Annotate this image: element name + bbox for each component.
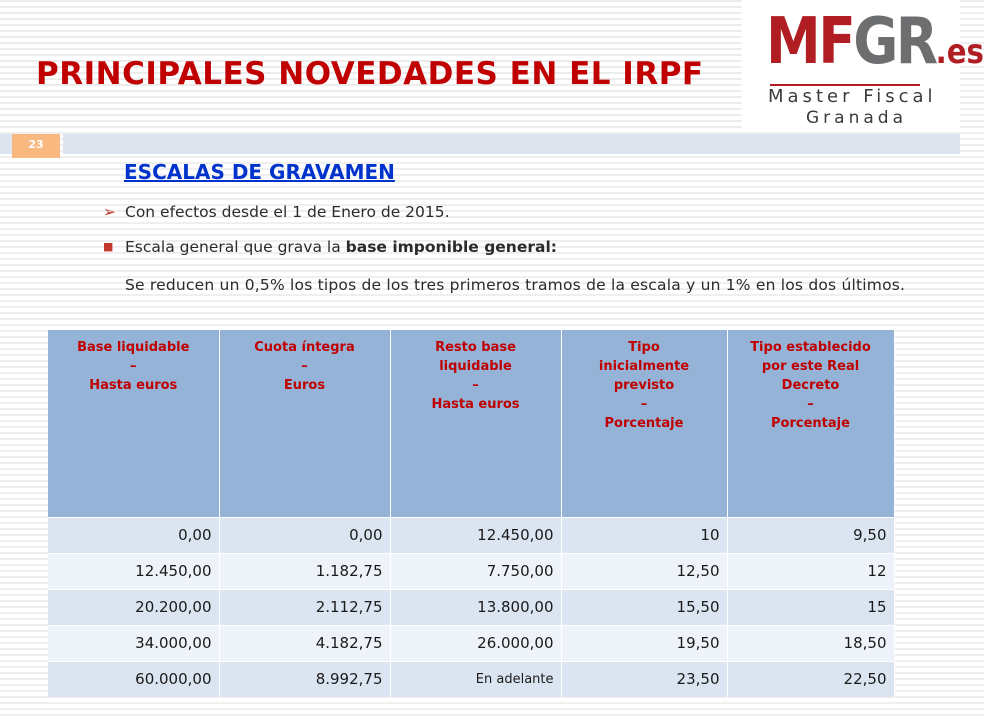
- logo-mark-grey: GR: [853, 5, 936, 79]
- page-title: PRINCIPALES NOVEDADES EN EL IRPF: [36, 56, 704, 92]
- square-bullet-icon: ■: [103, 240, 114, 253]
- table-cell: 4.182,75: [219, 625, 390, 661]
- column-header: Base liquidable – Hasta euros: [48, 330, 219, 517]
- table-cell: 12.450,00: [48, 553, 219, 589]
- table-cell: 8.992,75: [219, 661, 390, 697]
- slide-number-badge: 23: [12, 134, 60, 158]
- column-header: Resto base liquidable – Hasta euros: [390, 330, 561, 517]
- table-cell: 22,50: [727, 661, 894, 697]
- table-cell: 60.000,00: [48, 661, 219, 697]
- table-cell: 12,50: [561, 553, 727, 589]
- bullet-item-2: [103, 238, 557, 256]
- table-cell: 23,50: [561, 661, 727, 697]
- logo-mark: [766, 5, 984, 79]
- arrow-bullet-icon: ➢: [103, 203, 116, 221]
- table-row: [48, 517, 894, 553]
- description-paragraph: Se reducen un 0,5% los tipos de los tres primeros tramos de la escala y un 1% en los dos últimos.: [125, 276, 906, 294]
- table-cell: 26.000,00: [390, 625, 561, 661]
- logo-subtitle-line1: Master Fiscal: [768, 86, 937, 107]
- tax-scale-table: [48, 330, 895, 697]
- table-cell: 7.750,00: [390, 553, 561, 589]
- table-cell: 0,00: [48, 517, 219, 553]
- column-header: Tipo inicialmente previsto – Porcentaje: [561, 330, 727, 517]
- table-header-row: [48, 330, 894, 517]
- slide-bar-right: [63, 134, 960, 154]
- column-header: Tipo establecido por este Real Decreto – Porcentaje: [727, 330, 894, 517]
- table-cell: 13.800,00: [390, 589, 561, 625]
- table-cell: 1.182,75: [219, 553, 390, 589]
- section-heading: ESCALAS DE GRAVAMEN: [124, 160, 395, 184]
- table-cell: En adelante: [390, 661, 561, 697]
- table-cell: 12.450,00: [390, 517, 561, 553]
- bullet-text-2-end: :: [550, 238, 557, 256]
- table-cell: 15,50: [561, 589, 727, 625]
- table-cell: 0,00: [219, 517, 390, 553]
- logo-mark-red: MF: [766, 5, 854, 79]
- column-header: Cuota íntegra – Euros: [219, 330, 390, 517]
- bullet-text-1: Con efectos desde el 1 de Enero de 2015.: [125, 203, 450, 221]
- bullet-text-2: Escala general que grava la: [125, 238, 346, 256]
- bullet-text-2-bold: base imponible general: [345, 238, 551, 256]
- table-row: [48, 553, 894, 589]
- table-cell: 19,50: [561, 625, 727, 661]
- table-cell: 20.200,00: [48, 589, 219, 625]
- table-cell: 9,50: [727, 517, 894, 553]
- logo-subtitle-line2: Granada: [806, 108, 907, 128]
- table-cell: 12: [727, 553, 894, 589]
- table-cell: 2.112,75: [219, 589, 390, 625]
- bullet-item-1: [103, 203, 450, 221]
- table-row: [48, 589, 894, 625]
- table-cell: 34.000,00: [48, 625, 219, 661]
- table-row: [48, 625, 894, 661]
- logo-mark-suffix: .es: [935, 32, 984, 72]
- table-cell: 10: [561, 517, 727, 553]
- slide-bar-left: [0, 134, 12, 154]
- table-row: [48, 661, 894, 697]
- table-cell: 15: [727, 589, 894, 625]
- table-cell: 18,50: [727, 625, 894, 661]
